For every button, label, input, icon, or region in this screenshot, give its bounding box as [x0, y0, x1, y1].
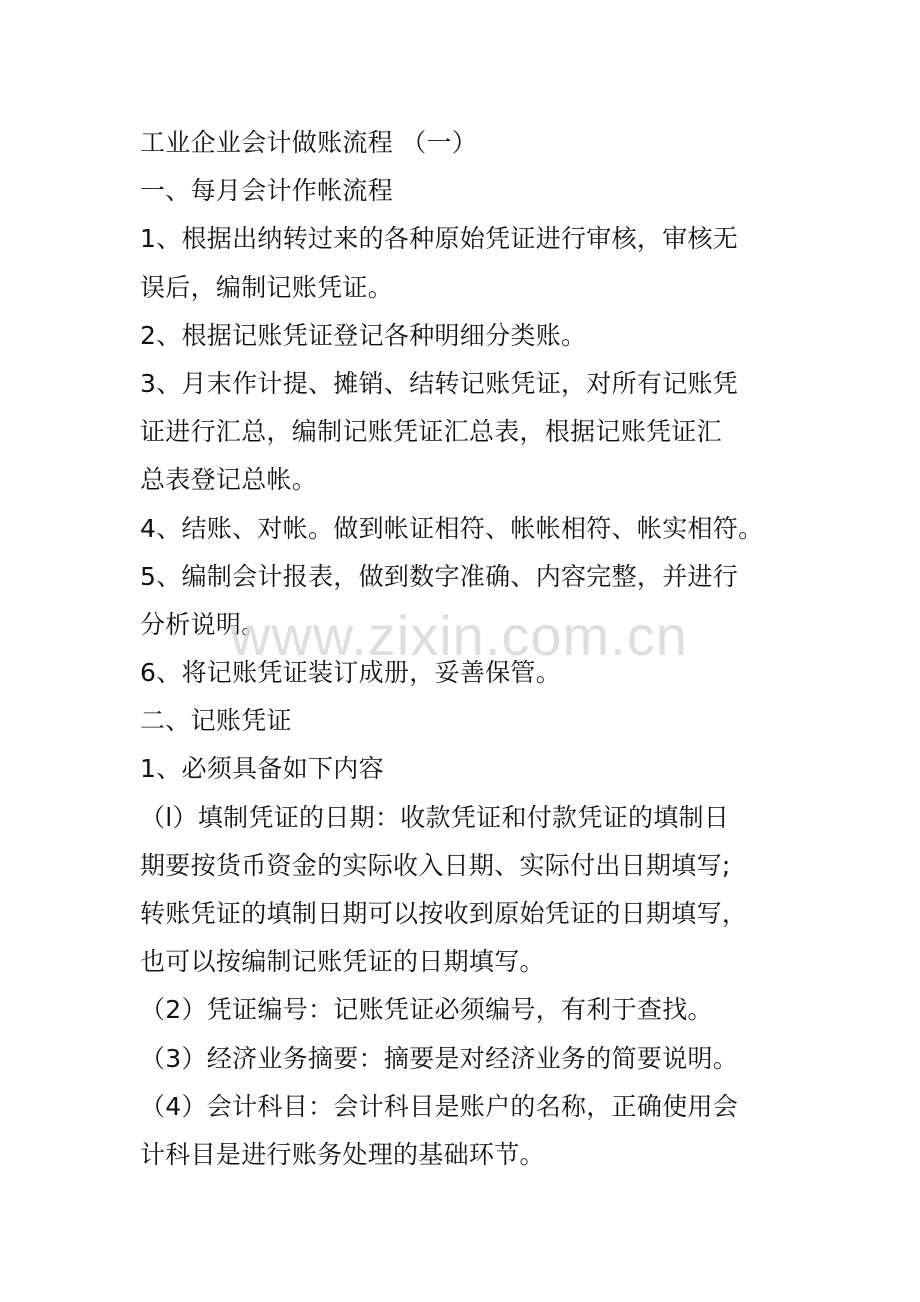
text-line: （2）凭证编号：记账凭证必须编号，有利于查找。 — [140, 995, 713, 1025]
text-line: 总表登记总帐。 — [140, 465, 318, 495]
text-line: 分析说明。 — [140, 609, 267, 639]
section-heading-1: 一、每月会计作帐流程 — [140, 176, 394, 206]
text-line: 2、根据记账凭证登记各种明细分类账。 — [140, 320, 587, 350]
text-line: （4）会计科目：会计科目是账户的名称，正确使用会 — [140, 1091, 739, 1121]
text-line: 误后，编制记账凭证。 — [140, 272, 394, 302]
text-line: 也可以按编制记账凭证的日期填写。 — [140, 947, 545, 977]
text-line: 6、将记账凭证装订成册，妥善保管。 — [140, 658, 562, 688]
document-body — [140, 119, 790, 1179]
text-line: 期要按货币资金的实际收入日期、实际付出日期填写; — [140, 850, 731, 880]
document-title: 工业企业会计做账流程 （一） — [140, 128, 478, 157]
text-line: （l）填制凭证的日期：收款凭证和付款凭证的填制日 — [140, 802, 730, 832]
text-line: 4、结账、对帐。做到帐证相符、帐帐相符、帐实相符。 — [140, 513, 764, 543]
text-line: 证进行汇总，编制记账凭证汇总表，根据记账凭证汇 — [140, 417, 722, 447]
text-line: 转账凭证的填制日期可以按收到原始凭证的日期填写， — [140, 899, 748, 928]
text-line: 5、编制会计报表，做到数字准确、内容完整，并进行 — [140, 561, 739, 591]
text-line: 1、必须具备如下内容 — [140, 754, 384, 784]
watermark-text: www.zixin.com.cn — [230, 604, 688, 667]
text-line: 1、根据出纳转过来的各种原始凭证进行审核，审核无 — [140, 224, 739, 254]
section-heading-2: 二、记账凭证 — [140, 706, 292, 736]
text-line: 计科目是进行账务处理的基础环节。 — [140, 1139, 545, 1169]
text-line: （3）经济业务摘要：摘要是对经济业务的简要说明。 — [140, 1043, 739, 1073]
text-line: 3、月末作计提、摊销、结转记账凭证，对所有记账凭 — [140, 368, 739, 398]
